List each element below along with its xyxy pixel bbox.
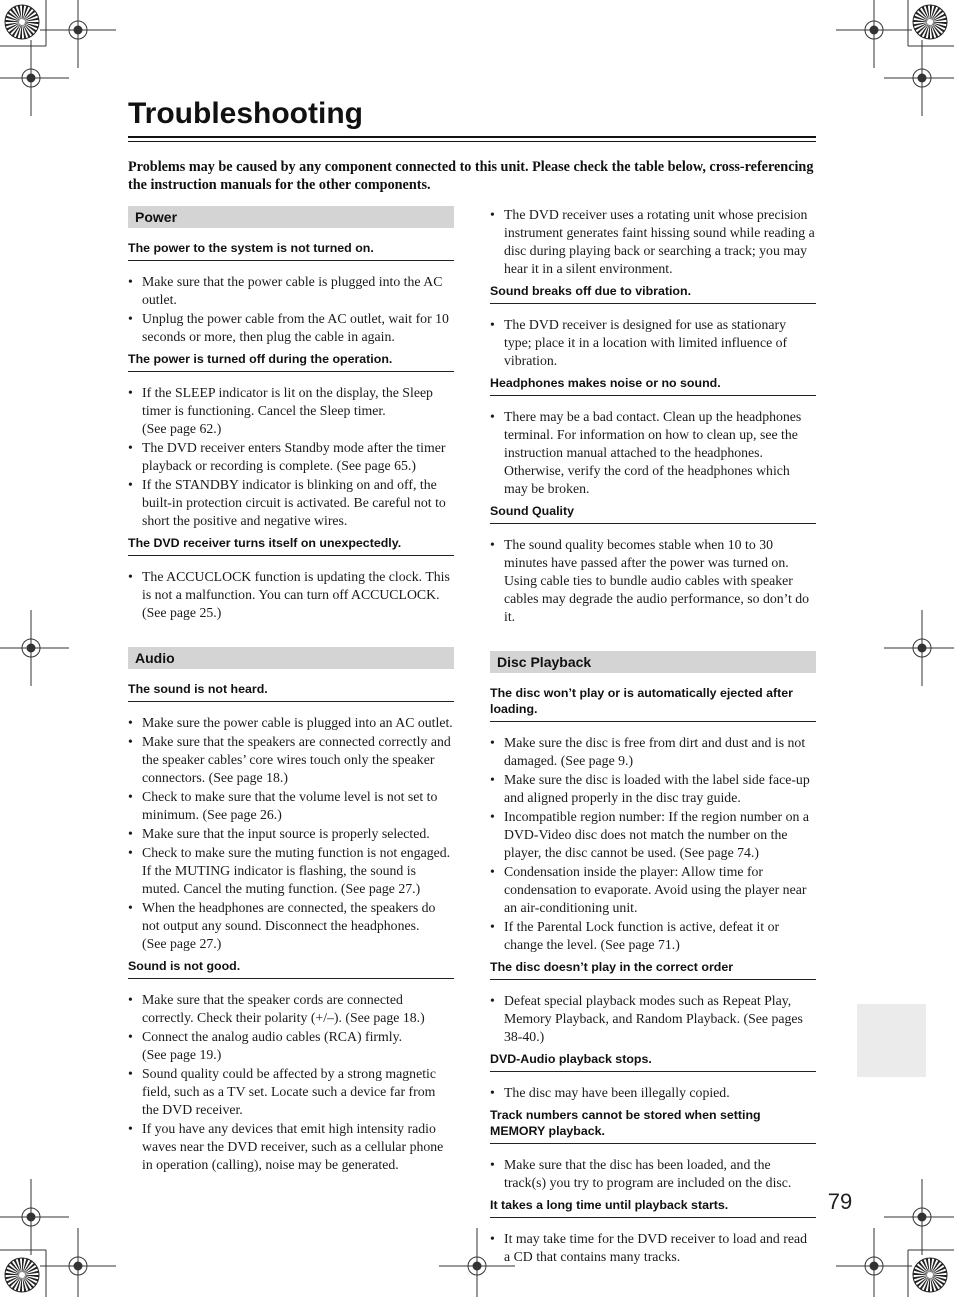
crosshair-registration-mark-icon <box>40 0 116 68</box>
solution-list <box>490 734 816 954</box>
solution-item <box>128 825 454 843</box>
solution-item <box>490 316 816 370</box>
solution-list <box>490 1230 816 1266</box>
solution-item <box>490 206 816 278</box>
crosshair-registration-mark-icon <box>884 1179 954 1255</box>
page-title: Troubleshooting <box>128 97 363 130</box>
title-rule-thin <box>128 141 816 142</box>
solution-list <box>490 1084 816 1102</box>
problem-heading: The sound is not heard. <box>128 681 454 702</box>
solution-item <box>490 771 816 807</box>
solution-text: The disc may have been illegally copied. <box>504 1085 730 1100</box>
problem-heading: It takes a long time until playback starts. <box>490 1197 816 1218</box>
solution-item <box>128 273 454 309</box>
solution-text: Make sure the power cable is plugged into an AC outlet. <box>142 715 453 730</box>
problem-heading: DVD-Audio playback stops. <box>490 1051 816 1072</box>
solution-text: Condensation inside the player: Allow time for condensation to evaporate. Avoid using the player near an air-conditioning unit. <box>504 864 807 915</box>
solution-text: If the Parental Lock function is active, defeat it or change the level. (See page 71.) <box>504 919 780 952</box>
solution-item <box>128 788 454 824</box>
crosshair-registration-mark-icon <box>884 40 954 116</box>
problem-heading: Headphones makes noise or no sound. <box>490 375 816 396</box>
problem-heading: Track numbers cannot be stored when setting MEMORY playback. <box>490 1107 816 1144</box>
problem-heading: Sound breaks off due to vibration. <box>490 283 816 304</box>
solution-text: When the headphones are connected, the speakers do not output any sound. Disconnect the headphones. <box>142 900 436 933</box>
solution-list <box>490 316 816 370</box>
solution-list <box>490 408 816 498</box>
solution-item <box>128 568 454 622</box>
solution-item <box>128 1120 454 1174</box>
solution-text: It may take time for the DVD receiver to load and read a CD that contains many tracks. <box>504 1231 808 1264</box>
solution-list <box>490 536 816 626</box>
solution-text: Make sure that the power cable is plugged into the AC outlet. <box>142 274 443 307</box>
solution-text: Sound quality could be affected by a strong magnetic field, such as a TV set. Locate such a device far from the DVD receiver. <box>142 1066 436 1117</box>
page-number: 79 <box>827 1189 853 1214</box>
solution-item <box>128 476 454 530</box>
title-rule <box>128 136 816 138</box>
problem-heading: Sound Quality <box>490 503 816 524</box>
solution-text: Make sure that the input source is properly selected. <box>142 826 430 841</box>
solution-text: Connect the analog audio cables (RCA) firmly. <box>142 1029 403 1044</box>
problem-heading: The DVD receiver turns itself on unexpectedly. <box>128 535 454 556</box>
solution-item <box>128 714 454 732</box>
solution-note: If the MUTING indicator is flashing, the sound is muted. Cancel the muting function. (See page 27.) <box>142 863 421 896</box>
solution-text: If the STANDBY indicator is blinking on and off, the built-in protection circuit is activated. Be careful not to short the positive and negative wires. <box>142 477 446 528</box>
solution-list <box>128 991 454 1174</box>
solution-item <box>490 918 816 954</box>
solution-item <box>490 1156 816 1192</box>
intro-paragraph: Problems may be caused by any component connected to this unit. Please check the table below, cross-referencing the instruction manuals for the other components. <box>128 159 814 193</box>
left-column <box>128 206 454 1179</box>
crosshair-registration-mark-icon <box>40 1228 116 1297</box>
problem-heading: Sound is not good. <box>128 958 454 979</box>
problem-heading: The disc doesn’t play in the correct order <box>490 959 816 980</box>
solution-item <box>490 734 816 770</box>
solution-note: (See page 19.) <box>142 1047 222 1062</box>
solution-text: Check to make sure the muting function is not engaged. <box>142 845 451 860</box>
solution-list <box>128 714 454 953</box>
solution-text: The sound quality becomes stable when 10 to 30 minutes have passed after the power was turned on. Using cable ties to bundle audio cables with speaker cables may degrade the audio performance, so don’t do it. <box>504 537 810 624</box>
solution-item <box>490 536 816 626</box>
solution-item <box>128 991 454 1027</box>
solution-item <box>128 384 454 438</box>
solution-item <box>490 1230 816 1266</box>
solution-item <box>128 439 454 475</box>
solution-text: Check to make sure that the volume level is not set to minimum. (See page 26.) <box>142 789 438 822</box>
solution-note: (See page 27.) <box>142 936 222 951</box>
solution-text: Make sure the disc is free from dirt and dust and is not damaged. (See page 9.) <box>504 735 806 768</box>
solution-item <box>128 310 454 346</box>
solution-text: The ACCUCLOCK function is updating the clock. This is not a malfunction. You can turn off ACCUCLOCK. (See page 25.) <box>142 569 450 620</box>
crosshair-registration-mark-icon <box>0 1179 69 1255</box>
crosshair-registration-mark-icon <box>836 1228 912 1297</box>
problem-heading: The power is turned off during the operation. <box>128 351 454 372</box>
section-spacer <box>128 627 454 647</box>
solution-item <box>128 844 454 898</box>
problem-heading: The power to the system is not turned on. <box>128 240 454 261</box>
solution-text: Defeat special playback modes such as Repeat Play, Memory Playback, and Random Playback. (See pages 38-40.) <box>504 993 803 1044</box>
crosshair-registration-mark-icon <box>884 610 954 686</box>
solution-note: (See page 62.) <box>142 421 222 436</box>
problem-heading: The disc won’t play or is automatically ejected after loading. <box>490 685 816 722</box>
solution-text: The DVD receiver enters Standby mode after the timer playback or recording is complete. (See page 65.) <box>142 440 446 473</box>
solution-list <box>490 1156 816 1192</box>
solution-text: Make sure the disc is loaded with the label side face-up and aligned properly in the disc tray guide. <box>504 772 810 805</box>
solution-text: Make sure that the speaker cords are connected correctly. Check their polarity (+/–). (See page 18.) <box>142 992 425 1025</box>
solution-item <box>128 899 454 953</box>
right-column <box>490 206 816 1271</box>
solution-text: The DVD receiver uses a rotating unit whose precision instrument generates faint hissing sound while reading a disc during playing back or searching a track; you may hear it in a silent environment. <box>504 207 815 276</box>
solution-text: Unplug the power cable from the AC outlet, wait for 10 seconds or more, then plug the cable in again. <box>142 311 449 344</box>
section-heading-power: Power <box>128 206 454 228</box>
section-tab <box>857 1004 926 1077</box>
solution-text: There may be a bad contact. Clean up the headphones terminal. For information on how to clean up, see the instruction manual attached to the headphones. Otherwise, verify the cord of the headphones which may be broken. <box>504 409 802 496</box>
solution-list <box>128 384 454 530</box>
solution-item <box>490 992 816 1046</box>
solution-text: Incompatible region number: If the region number on a DVD-Video disc does not match the number on the player, the disc cannot be used. (See page 74.) <box>504 809 809 860</box>
solution-text: If you have any devices that emit high intensity radio waves near the DVD receiver, such as a cellular phone in operation (calling), noise may be generated. <box>142 1121 444 1172</box>
solution-item <box>490 863 816 917</box>
solution-list <box>490 206 816 278</box>
solution-list <box>128 273 454 346</box>
solution-text: The DVD receiver is designed for use as stationary type; place it in a location with limited influence of vibration. <box>504 317 788 368</box>
section-heading-audio: Audio <box>128 647 454 669</box>
section-spacer <box>490 631 816 651</box>
solution-item <box>128 733 454 787</box>
solution-item <box>490 408 816 498</box>
crosshair-registration-mark-icon <box>836 0 912 68</box>
crosshair-registration-mark-icon <box>0 40 69 116</box>
solution-list <box>490 992 816 1046</box>
solution-item <box>490 1084 816 1102</box>
section-heading-disc-playback: Disc Playback <box>490 651 816 673</box>
solution-item <box>128 1065 454 1119</box>
solution-text: Make sure that the speakers are connected correctly and the speaker cables’ core wires touch only the speaker connectors. (See page 18.) <box>142 734 451 785</box>
solution-text: If the SLEEP indicator is lit on the display, the Sleep timer is functioning. Cancel the Sleep timer. <box>142 385 433 418</box>
crosshair-registration-mark-icon <box>0 610 69 686</box>
solution-item <box>490 808 816 862</box>
solution-item <box>128 1028 454 1064</box>
solution-text: Make sure that the disc has been loaded, and the track(s) you try to program are included on the disc. <box>504 1157 792 1190</box>
solution-list <box>128 568 454 622</box>
